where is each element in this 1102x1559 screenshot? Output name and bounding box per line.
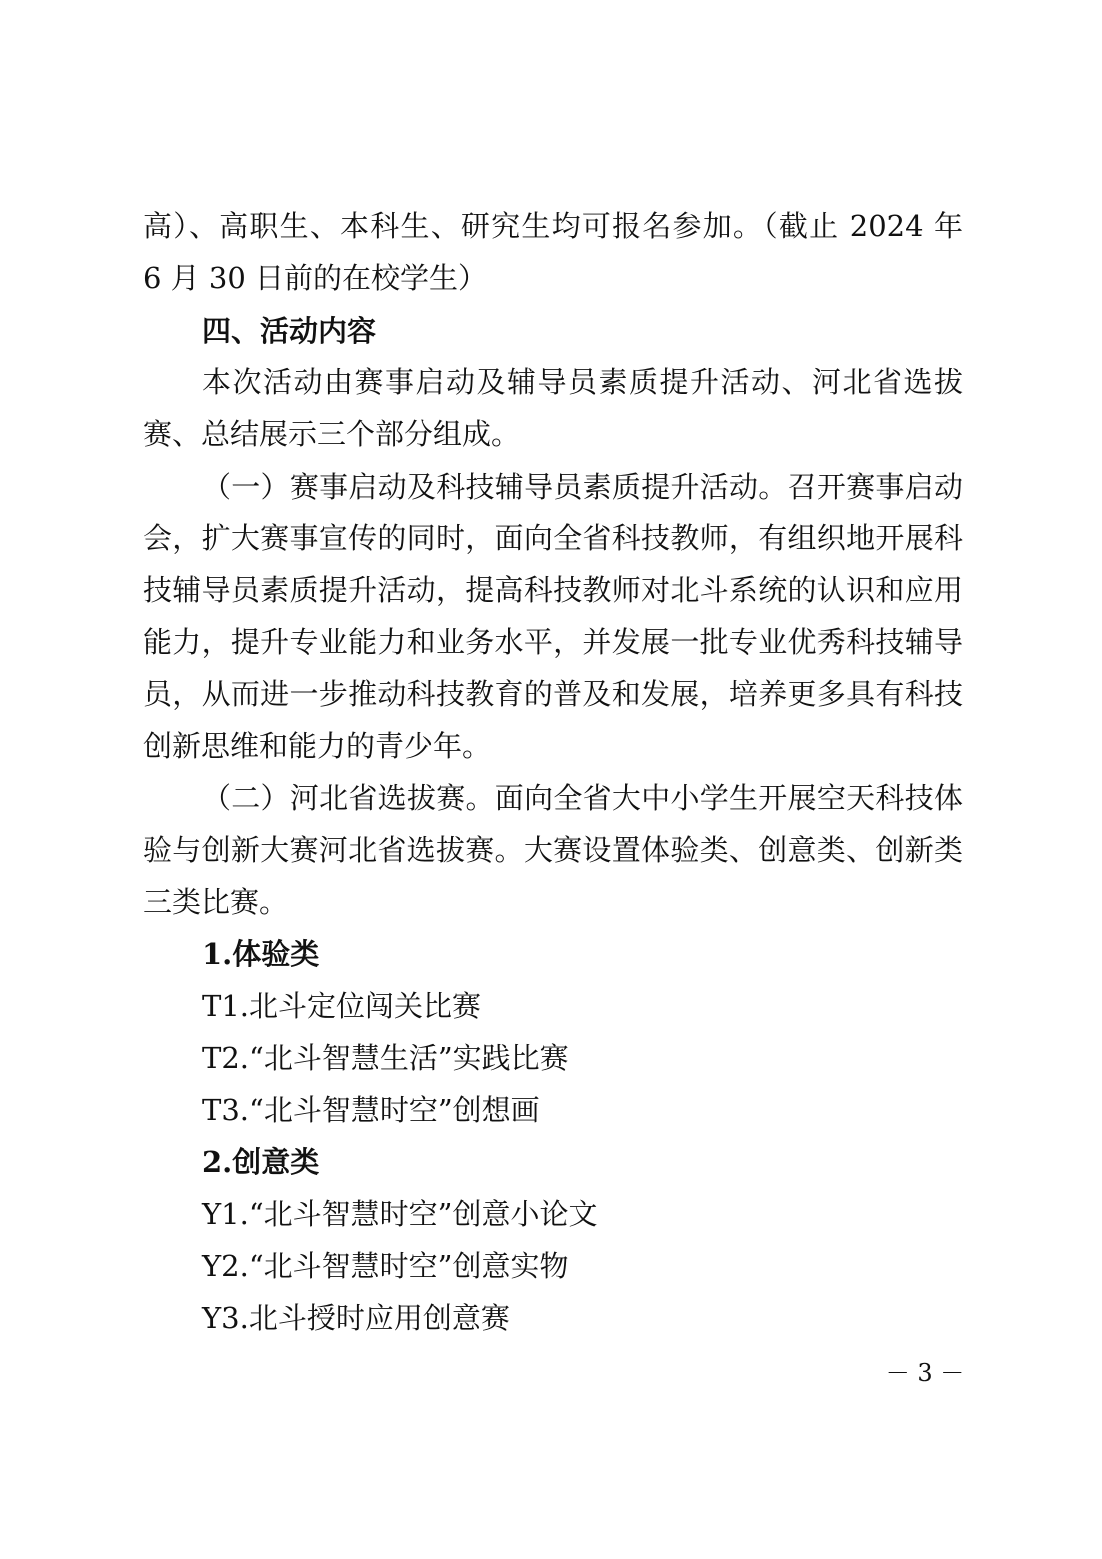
text-line-part-one-2: 会，扩大赛事宣传的同时，面向全省科技教师，有组织地开展科: [143, 521, 963, 555]
text-line-deadline: 6 月 30 日前的在校学生）: [143, 261, 488, 295]
list-item-t3: T3.“北斗智慧时空”创想画: [202, 1093, 540, 1127]
text-line-intro-2: 赛、总结展示三个部分组成。: [143, 417, 521, 451]
subheading-creative-category: 2.创意类: [202, 1145, 320, 1179]
text-line-part-two-3: 三类比赛。: [143, 885, 289, 919]
list-item-t1: T1.北斗定位闯关比赛: [202, 989, 482, 1023]
text-line-part-two-2: 验与创新大赛河北省选拔赛。大赛设置体验类、创意类、创新类: [143, 833, 963, 867]
list-item-y1: Y1.“北斗智慧时空”创意小论文: [202, 1197, 598, 1231]
page-number: － 3 －: [885, 1359, 965, 1387]
text-line-eligibility: 高）、高职生、本科生、研究生均可报名参加。（截止 2024 年: [143, 209, 963, 243]
text-line-part-one-6: 创新思维和能力的青少年。: [143, 729, 492, 763]
section-heading-activity-content: 四、活动内容: [202, 314, 377, 348]
text-line-intro-1: 本次活动由赛事启动及辅导员素质提升活动、河北省选拔: [202, 365, 963, 399]
text-line-part-one-1: （一）赛事启动及科技辅导员素质提升活动。召开赛事启动: [202, 470, 963, 504]
text-line-part-two-1: （二）河北省选拔赛。面向全省大中小学生开展空天科技体: [202, 781, 963, 815]
list-item-t2: T2.“北斗智慧生活”实践比赛: [202, 1041, 569, 1075]
text-line-part-one-5: 员，从而进一步推动科技教育的普及和发展，培养更多具有科技: [143, 677, 963, 711]
list-item-y2: Y2.“北斗智慧时空”创意实物: [202, 1249, 569, 1283]
text-line-part-one-3: 技辅导员素质提升活动，提高科技教师对北斗系统的认识和应用: [143, 573, 963, 607]
text-line-part-one-4: 能力，提升专业能力和业务水平，并发展一批专业优秀科技辅导: [143, 625, 963, 659]
subheading-experience-category: 1.体验类: [202, 937, 320, 971]
list-item-y3: Y3.北斗授时应用创意赛: [202, 1301, 510, 1335]
